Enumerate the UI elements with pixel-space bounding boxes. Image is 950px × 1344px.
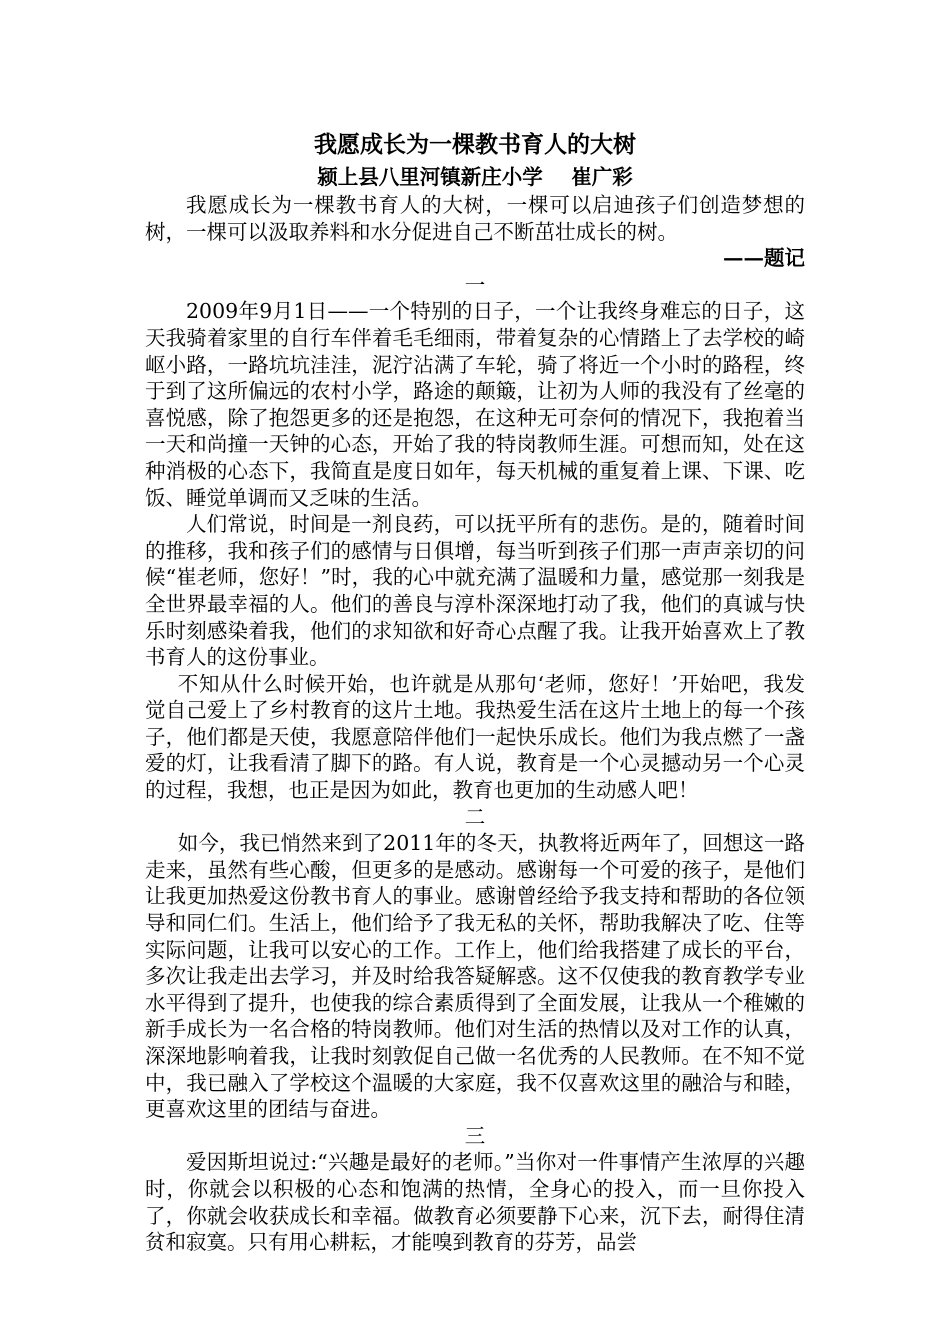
- paragraph: 如今，我已悄然来到了2011年的冬天，执教将近两年了，回想这一路走来，虽然有些心酸，但更多的是感动。感谢每一个可爱的孩子，是他们让我更加热爱这份教书育人的事业。感谢曾经给予我支持和帮助的各位领导和同仁们。生活上，他们给予了我无私的关怀，帮助我解决了吃、住等实际问题，让我可以安心的工作。工作上，他们给我搭建了成长的平台，多次让我走出去学习，并及时给我答疑解惑。这不仅使我的教育教学专业水平得到了提升，也使我的综合素质得到了全面发展，让我从一个稚嫩的新手成长为一名合格的特岗教师。他们对生活的热情以及对工作的认真，深深地影响着我，让我时刻敦促自己做一名优秀的人民教师。在不知不觉中，我已融入了学校这个温暖的大家庭，我不仅喜欢这里的融洽与和睦，更喜欢这里的团结与奋进。: [145, 831, 805, 1122]
- section-number-3: 三: [464, 1123, 486, 1148]
- paragraph: 爱因斯坦说过:“兴趣是最好的老师。”当你对一件事情产生浓厚的兴趣时，你就会以积极的心态和饱满的热情，全身心的投入，而一旦你投入了，你就会收获成长和幸福。做教育必须要静下心来，沉下去，耐得住清贫和寂寞。只有用心耕耘，才能嗅到教育的芬芳，品尝: [145, 1150, 805, 1255]
- document-title: 我愿成长为一棵教书育人的大树: [314, 131, 636, 158]
- epigraph-signature: ——题记: [723, 246, 805, 271]
- document-page: [145, 130, 805, 1256]
- section-number-2: 二: [464, 804, 486, 829]
- epigraph-text: 我愿成长为一棵教书育人的大树，一棵可以启迪孩子们创造梦想的树，一棵可以汲取养料和水分促进自己不断茁壮成长的树。: [145, 193, 805, 244]
- section-number-1: 一: [464, 272, 486, 297]
- paragraph: 不知从什么时候开始，也许就是从那句‘老师，您好！’开始吧，我发觉自己爱上了乡村教育的这片土地。我热爱生活在这片土地上的每一个孩子，他们都是天使，我愿意陪伴他们一起快乐成长。他们为我点燃了一盏爱的灯，让我看清了脚下的路。有人说，教育是一个心灵撼动另一个心灵的过程，我想，也正是因为如此，教育也更加的生动感人吧！: [145, 671, 805, 803]
- document-author: 颍上县八里河镇新庄小学 崔广彩: [317, 165, 633, 189]
- paragraph: 人们常说，时间是一剂良药，可以抚平所有的悲伤。是的，随着时间的推移，我和孩子们的感情与日俱增，每当听到孩子们那一声声亲切的问候“崔老师，您好！”时，我的心中就充满了温暖和力量，感觉那一刻我是全世界最幸福的人。他们的善良与淳朴深深地打动了我，他们的真诚与快乐时刻感染着我，他们的求知欲和好奇心点醒了我。让我开始喜欢上了教书育人的这份事业。: [145, 512, 805, 670]
- paragraph: 2009年9月1日——一个特别的日子，一个让我终身难忘的日子，这天我骑着家里的自行车伴着毛毛细雨，带着复杂的心情踏上了去学校的崎岖小路，一路坑坑洼洼，泥泞沾满了车轮，骑了将近一个小时的路程，终于到了这所偏远的农村小学，路途的颠簸，让初为人师的我没有了丝毫的喜悦感，除了抱怨更多的还是抱怨，在这种无可奈何的情况下，我抱着当一天和尚撞一天钟的心态，开始了我的特岗教师生涯。可想而知，处在这种消极的心态下，我简直是度日如年，每天机械的重复着上课、下课、吃饭、睡觉单调而又乏味的生活。: [145, 299, 805, 510]
